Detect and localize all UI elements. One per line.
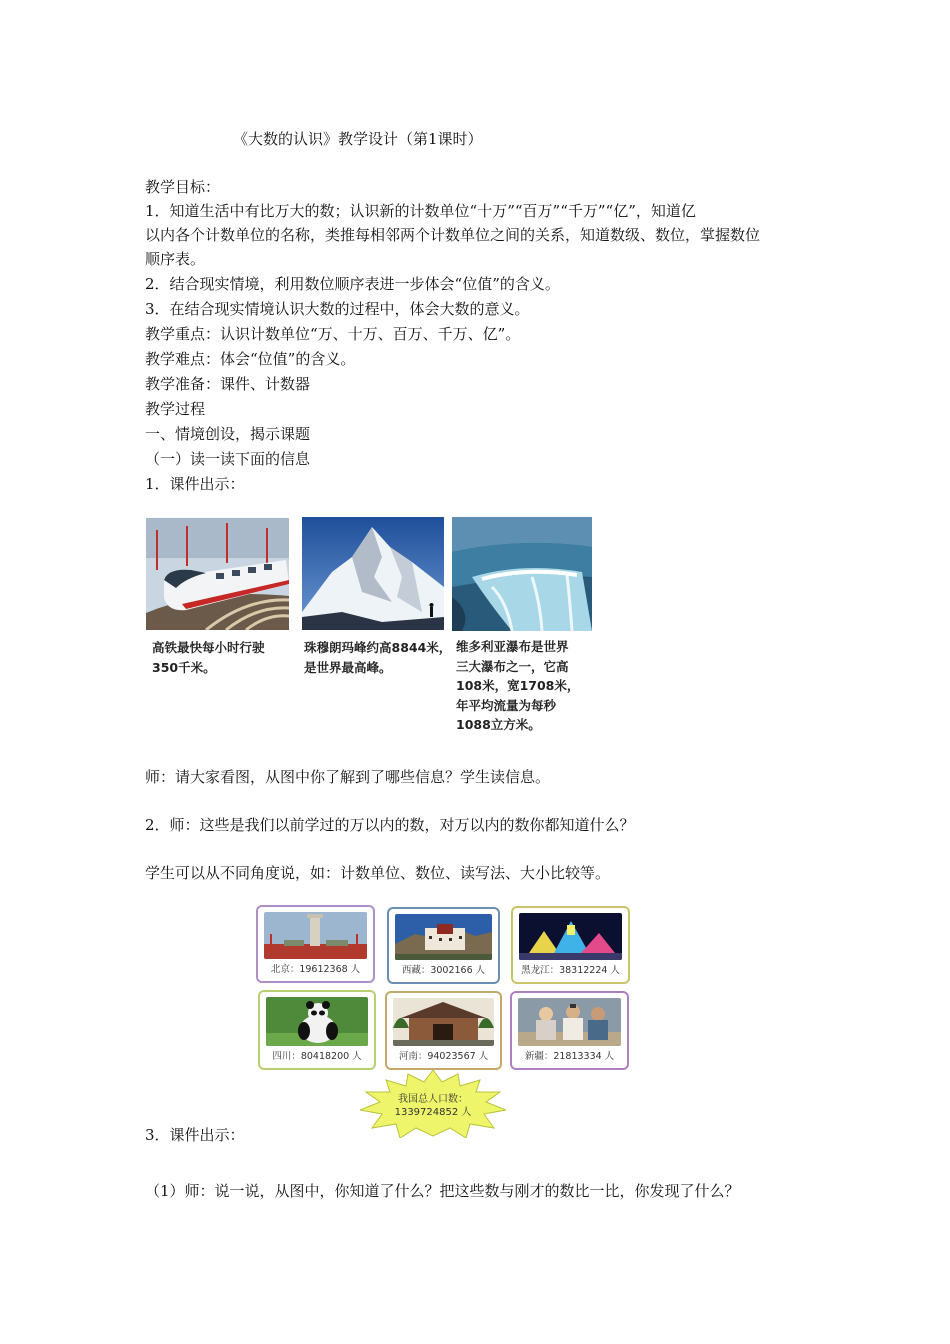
goal-1-line-2: 以内各个计数单位的名称，类推每相邻两个计数单位之间的关系，知道数级、数位，掌握数位 [145, 226, 761, 244]
province-tile-henan [385, 991, 502, 1070]
waterfall-caption: 维多利亚瀑布是世界 三大瀑布之一，它高 108米，宽1708米， 年平均流量为每秒 1088立方米。 [456, 639, 580, 732]
section-1-heading: 一、情境创设，揭示课题 [145, 425, 311, 443]
difficulty: 教学难点：体会“位值”的含义。 [145, 350, 356, 368]
tibet-image [395, 914, 492, 960]
province-tile-heilongjiang [511, 906, 630, 984]
student-note: 学生可以从不同角度说，如：计数单位、数位、读写法、大小比较等。 [145, 864, 611, 882]
xinjiang-label: 新疆：21813334 人 [524, 1051, 615, 1062]
subsection-1-heading: （一）读一读下面的信息 [145, 450, 311, 468]
goal-2: 2．结合现实情境，利用数位顺序表进一步体会“位值”的含义。 [145, 275, 560, 293]
tibet-label: 西藏：3002166 人 [401, 965, 486, 976]
beijing-label: 北京：19612368 人 [270, 964, 361, 975]
train-image [146, 518, 289, 630]
train-caption: 高铁最快每小时行驶 350千米。 [152, 640, 265, 675]
beijing-image [264, 912, 367, 959]
heilongjiang-label: 黑龙江：38312224 人 [521, 965, 620, 976]
train-photo [146, 518, 289, 630]
process-heading: 教学过程 [145, 400, 206, 418]
province-tile-tibet [387, 907, 500, 984]
everest-photo [302, 517, 444, 630]
total-population-value: 1339724852 人 [394, 1107, 472, 1118]
key-point: 教学重点：认识计数单位“万、十万、百万、千万、亿”。 [145, 325, 521, 343]
goals-heading: 教学目标： [145, 178, 221, 196]
item-2: 2．师：这些是我们以前学过的万以内的数，对万以内的数你都知道什么？ [145, 816, 635, 834]
question-1: （1）师：说一说，从图中，你知道了什么？把这些数与刚才的数比一比，你发现了什么？ [145, 1182, 740, 1200]
total-population-text [360, 1093, 506, 1119]
preparation: 教学准备：课件、计数器 [145, 375, 311, 393]
goal-1-line-3: 顺序表。 [145, 250, 206, 268]
mountain-image [302, 517, 444, 630]
sichuan-image [266, 997, 368, 1046]
page-title: 《大数的认识》教学设计（第1课时） [233, 130, 483, 148]
waterfall-image [452, 517, 592, 631]
everest-caption: 珠穆朗玛峰约高8844米， 是世界最高峰。 [304, 640, 452, 675]
heilongjiang-image [519, 913, 622, 960]
henan-image [393, 998, 494, 1046]
sichuan-label: 四川：80418200 人 [272, 1051, 362, 1062]
total-population-label: 我国总人口数： [398, 1094, 468, 1105]
goal-1-line-1: 1．知道生活中有比万大的数；认识新的计数单位“十万”“百万”“千万”“亿”，知道亿 [145, 202, 696, 220]
item-3: 3．课件出示： [145, 1126, 245, 1144]
item-1: 1．课件出示： [145, 475, 245, 493]
waterfall-photo [452, 517, 592, 631]
henan-label: 河南：94023567 人 [398, 1051, 489, 1062]
xinjiang-image [518, 998, 621, 1046]
province-tile-xinjiang [510, 991, 629, 1070]
teacher-prompt-1: 师：请大家看图，从图中你了解到了哪些信息？学生读信息。 [145, 768, 551, 786]
province-tile-beijing [256, 905, 375, 983]
goal-3: 3．在结合现实情境认识大数的过程中，体会大数的意义。 [145, 300, 530, 318]
province-tile-sichuan [258, 990, 376, 1070]
